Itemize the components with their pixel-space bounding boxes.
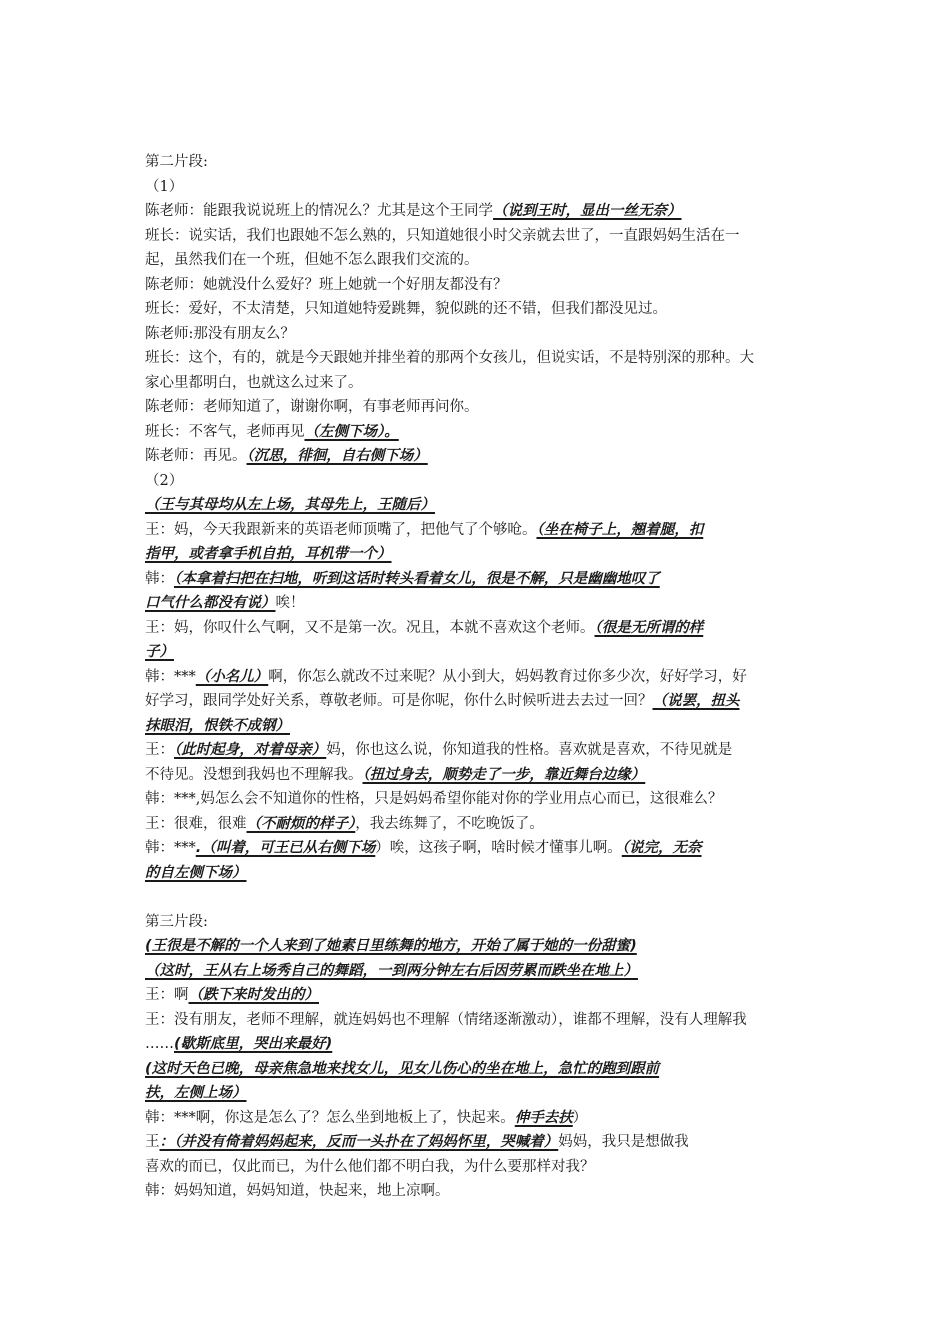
dialogue-text: 王：妈，你叹什么气啊，又不是第一次。况且，本就不喜欢这个老师。 — [145, 619, 595, 636]
stage-direction: 抹眼泪，恨铁不成钢） — [145, 717, 290, 734]
stage-direction: （跌下来时发出的） — [188, 987, 319, 1003]
stage-line — [145, 934, 810, 959]
dialogue-text: 韩：***啊，你这是怎么了？怎么坐到地板上了，快起来。 — [145, 1109, 515, 1126]
dialogue-line: 班长：这个，有的，就是今天跟她并排坐着的那两个女孩儿，但说实话，不是特别深的那种。大 — [145, 350, 754, 366]
dialogue-text: 妈妈，我只是想做我 — [558, 1134, 689, 1150]
dialogue-line — [145, 763, 810, 788]
dialogue-line — [145, 738, 810, 763]
stage-direction: （说罢，扭头 — [652, 693, 740, 709]
dialogue-text: ） — [572, 1109, 588, 1126]
stage-direction: (王很是不解的一个人来到了她素日里练舞的地方，开始了属于她的一份甜蜜) — [145, 938, 637, 954]
dialogue-text: 啊，你怎么就改不过来呢？从小到大，妈妈教育过你多少次，好好学习，好 — [268, 668, 747, 685]
stage-direction: （沉思，徘徊，自右侧下场） — [246, 448, 428, 464]
dialogue-line: 班长：爱好，不太清楚，只知道她特爱跳舞，貌似跳的还不错，但我们都没见过。 — [145, 301, 667, 317]
dialogue-line — [145, 420, 810, 445]
dialogue-line: 王：没有朋友，老师不理解，就连妈妈也不理解（情绪逐渐激动），谁都不理解，没有人理解我 — [145, 1011, 747, 1028]
dialogue-text: 妈，你也这么说，你知道我的性格。喜欢就是喜欢，不待见就是 — [326, 742, 733, 758]
section-spacer — [145, 885, 810, 910]
dialogue-line — [145, 836, 810, 861]
dialogue-text: 好学习，跟同学处好关系，尊敬老师。可是你呢，你什么时候听进去去过一回？ — [145, 693, 653, 709]
dialogue-line: 韩：***,妈怎么会不知道你的性格，只是妈妈希望你能对你的学业用点心而已，这很难么？ — [145, 791, 723, 807]
dialogue-text: 王：啊 — [145, 987, 189, 1003]
dialogue-line: 韩：妈妈知道，妈妈知道，快起来，地上凉啊。 — [145, 1183, 450, 1199]
dialogue-line — [145, 689, 810, 714]
stage-line — [145, 959, 810, 984]
part-1-label: （1） — [145, 178, 184, 195]
dialogue-line: 起，虽然我们在一个班，但她不怎么跟我们交流的。 — [145, 252, 479, 268]
dialogue-text: …… — [145, 1036, 174, 1052]
dialogue-text: 韩：*** — [145, 668, 196, 685]
stage-direction: 口气什么都没有说） — [145, 595, 276, 611]
stage-direction: （此时起身，对着母亲） — [174, 742, 327, 758]
stage-direction: ：（并没有倚着妈妈起来，反而一头扑在了妈妈怀里，哭喊着） — [159, 1134, 559, 1150]
dialogue-line: 陈老师：老师知道了，谢谢你啊，有事老师再问你。 — [145, 399, 479, 415]
dialogue-text: 王 — [145, 1134, 160, 1150]
stage-direction: (这时天色已晚，母亲焦急地来找女儿，见女儿伤心的坐在地上，急忙的跑到跟前 — [145, 1060, 660, 1077]
stage-direction: 扶，左侧上场） — [145, 1085, 247, 1101]
stage-direction: （很是无所谓的样 — [594, 619, 704, 636]
dialogue-text: ）唉，这孩子啊，啥时候才懂事儿啊。 — [375, 840, 622, 856]
stage-direction: 子） — [145, 644, 174, 660]
stage-line — [145, 493, 810, 518]
dialogue-text: 韩：*** — [145, 840, 196, 856]
dialogue-line — [145, 983, 810, 1008]
stage-direction: 的自左侧下场） — [145, 864, 247, 881]
dialogue-line — [145, 444, 810, 469]
dialogue-text: 王：很难，很难 — [145, 815, 247, 832]
dialogue-line: 陈老师:那没有朋友么？ — [145, 325, 295, 342]
script-text — [145, 150, 810, 1204]
dialogue-line — [145, 518, 810, 543]
stage-direction: （说完，无奈 — [621, 840, 702, 856]
dialogue-line: 陈老师：她就没什么爱好？班上她就一个好朋友都没有？ — [145, 276, 508, 293]
dialogue-line: 家心里都明白，也就这么过来了。 — [145, 374, 363, 391]
dialogue-line — [145, 616, 810, 641]
dialogue-line: 喜欢的而已，仅此而已，为什么他们都不明白我，为什么要那样对我？ — [145, 1158, 595, 1175]
stage-direction: （说到王时，显出一丝无奈） — [493, 203, 682, 219]
dialogue-line — [145, 1106, 810, 1131]
section-3-heading: 第三片段: — [145, 913, 208, 930]
dialogue-line: 班长：说实话，我们也跟她不怎么熟的，只知道她很小时父亲就去世了，一直跟妈妈生活在一 — [145, 227, 740, 244]
dialogue-line — [145, 665, 810, 690]
stage-direction: （不耐烦的样子） — [246, 815, 356, 832]
dialogue-line — [145, 1130, 810, 1155]
dialogue-text: 唉！ — [275, 595, 305, 611]
stage-line — [145, 714, 810, 739]
part-2-label: （2） — [145, 472, 184, 489]
stage-line — [145, 861, 810, 886]
dialogue-line — [145, 199, 810, 224]
dialogue-text: 班长：不客气，老师再见 — [145, 423, 305, 440]
dialogue-text: 陈老师：能跟我说说班上的情况么？尤其是这个王同学 — [145, 203, 493, 219]
stage-direction: （坐在椅子上，翘着腿，扣 — [536, 521, 704, 538]
stage-direction: （扭过身去，顺势走了一步，靠近舞台边缘） — [362, 766, 646, 783]
dialogue-line — [145, 812, 810, 837]
stage-direction: .（叫着，可王已从右侧下场 — [195, 840, 376, 856]
stage-line — [145, 640, 810, 665]
stage-direction: (歇斯底里，哭出来最好) — [174, 1036, 333, 1052]
stage-direction: （左侧下场）。 — [304, 423, 399, 440]
section-2-heading: 第二片段: — [145, 154, 208, 170]
dialogue-text: 王： — [145, 742, 174, 758]
dialogue-text: 韩： — [145, 570, 174, 587]
stage-direction: 指甲，或者拿手机自拍，耳机带一个） — [145, 546, 392, 562]
stage-line — [145, 1057, 810, 1082]
stage-direction: （王与其母均从左上场，其母先上，王随后） — [145, 497, 435, 513]
stage-line — [145, 1081, 810, 1106]
dialogue-line — [145, 591, 810, 616]
dialogue-line — [145, 1032, 810, 1057]
stage-line — [145, 542, 810, 567]
dialogue-line — [145, 567, 810, 592]
stage-direction: 伸手去扶 — [514, 1109, 573, 1126]
dialogue-text: 不待见。没想到我妈也不理解我。 — [145, 766, 363, 783]
stage-direction: （本拿着扫把在扫地，听到这话时转头看着女儿，很是不解，只是幽幽地叹了 — [174, 570, 660, 587]
dialogue-text: 王：妈，今天我跟新来的英语老师顶嘴了，把他气了个够呛。 — [145, 521, 537, 538]
stage-direction: （小名儿） — [195, 668, 269, 685]
dialogue-text: ，我去练舞了，不吃晚饭了。 — [355, 815, 544, 832]
dialogue-text: 陈老师：再见。 — [145, 448, 247, 464]
stage-direction: （这时，王从右上场秀自己的舞蹈，一到两分钟左右后因劳累而跌坐在地上） — [145, 962, 638, 979]
